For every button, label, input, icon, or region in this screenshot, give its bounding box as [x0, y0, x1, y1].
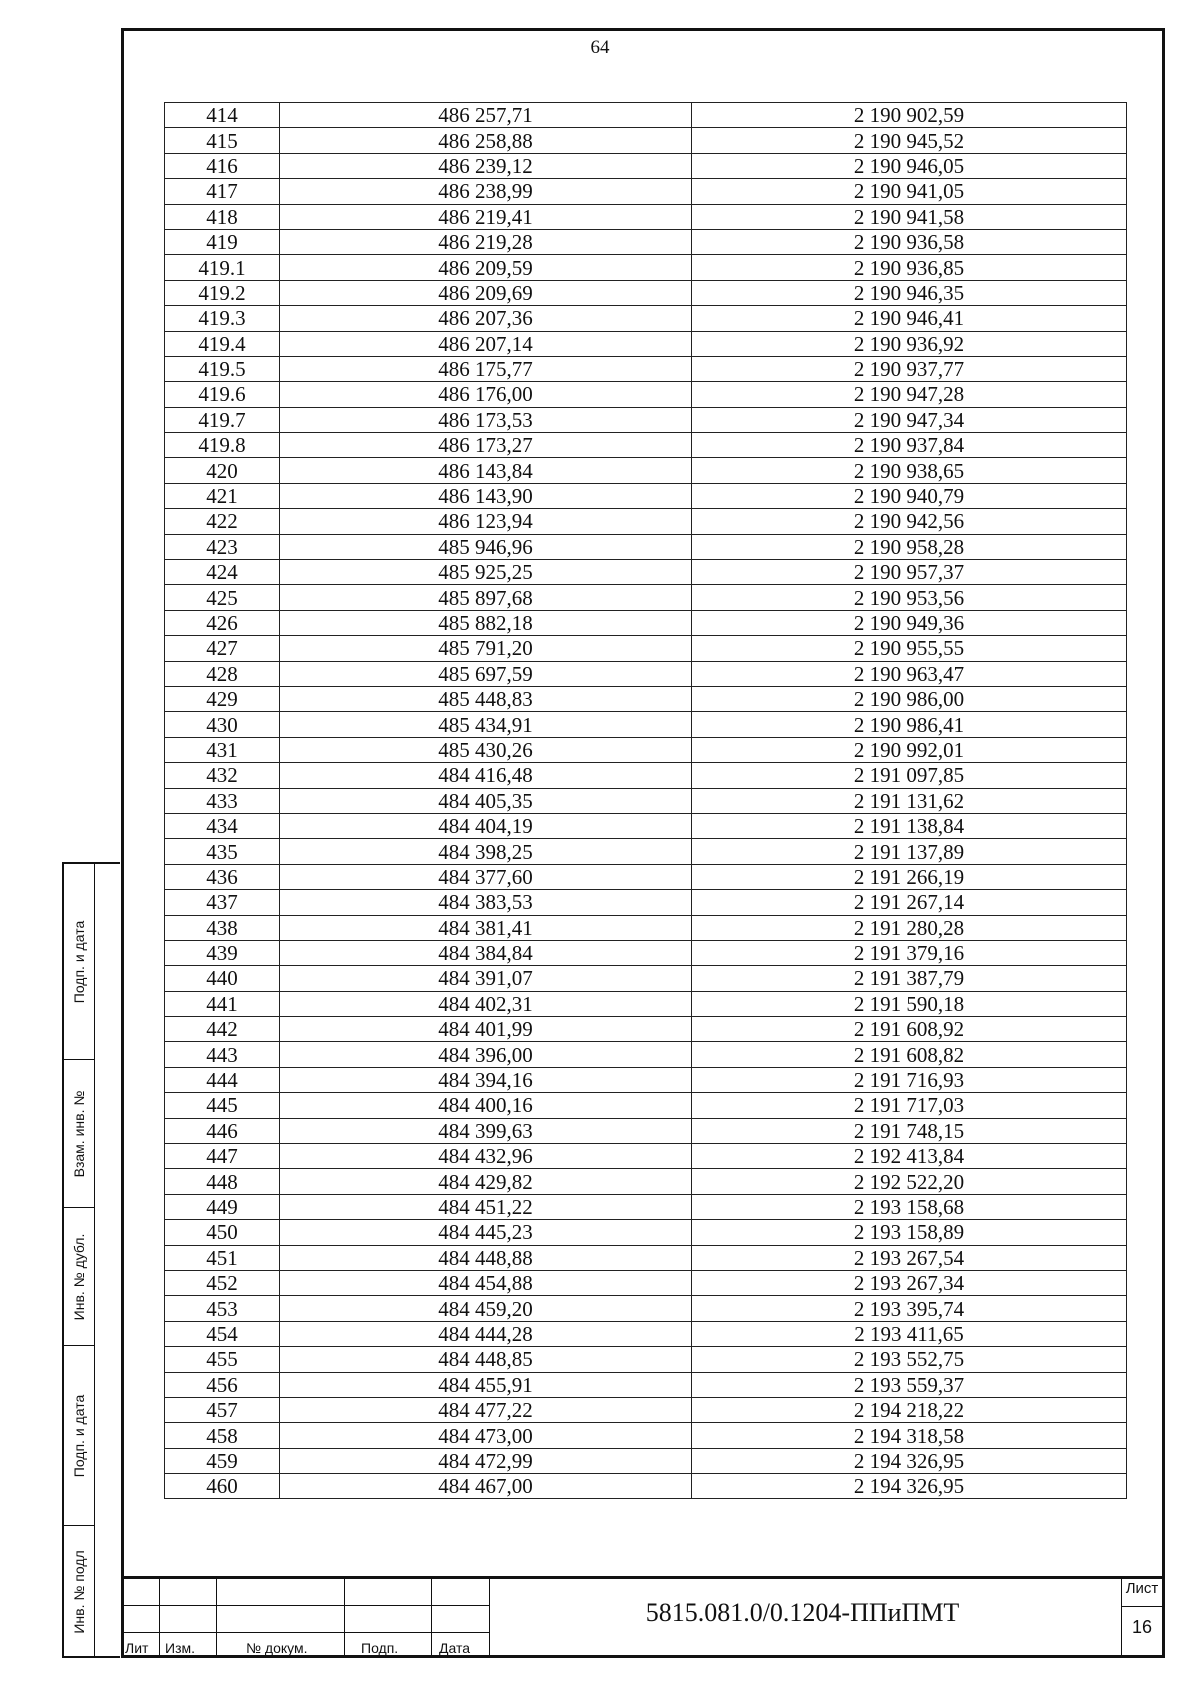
- table-row: [165, 483, 1127, 508]
- table-row: [165, 433, 1127, 458]
- table-row: [165, 940, 1127, 965]
- x-coordinate-cell: 486 175,77: [280, 356, 692, 381]
- y-coordinate-cell: 2 190 947,34: [692, 407, 1127, 432]
- y-coordinate-cell: 2 191 280,28: [692, 915, 1127, 940]
- stamp-change-label: Изм.: [165, 1640, 195, 1656]
- point-number-cell: 440: [165, 966, 280, 991]
- side-label-orig-inv: Инв. № подл: [71, 1550, 87, 1634]
- table-row: [165, 356, 1127, 381]
- y-coordinate-cell: 2 190 942,56: [692, 509, 1127, 534]
- table-row: [165, 763, 1127, 788]
- point-number-cell: 420: [165, 458, 280, 483]
- x-coordinate-cell: 484 394,16: [280, 1067, 692, 1092]
- y-coordinate-cell: 2 190 953,56: [692, 585, 1127, 610]
- point-number-cell: 431: [165, 737, 280, 762]
- x-coordinate-cell: 484 384,84: [280, 940, 692, 965]
- table-row: [165, 1321, 1127, 1346]
- x-coordinate-cell: 484 432,96: [280, 1144, 692, 1169]
- point-number-cell: 452: [165, 1270, 280, 1295]
- x-coordinate-cell: 484 401,99: [280, 1017, 692, 1042]
- x-coordinate-cell: 484 396,00: [280, 1042, 692, 1067]
- title-block-row-line: [1121, 1606, 1165, 1607]
- y-coordinate-cell: 2 192 413,84: [692, 1144, 1127, 1169]
- point-number-cell: 451: [165, 1245, 280, 1270]
- y-coordinate-cell: 2 190 992,01: [692, 737, 1127, 762]
- side-cell-orig-inv: [64, 1526, 94, 1658]
- point-number-cell: 442: [165, 1017, 280, 1042]
- table-row: [165, 737, 1127, 762]
- x-coordinate-cell: 485 697,59: [280, 661, 692, 686]
- x-coordinate-cell: 484 448,85: [280, 1347, 692, 1372]
- point-number-cell: 419: [165, 229, 280, 254]
- x-coordinate-cell: 486 207,14: [280, 331, 692, 356]
- table-row: [165, 1067, 1127, 1092]
- x-coordinate-cell: 485 434,91: [280, 712, 692, 737]
- x-coordinate-cell: 484 444,28: [280, 1321, 692, 1346]
- point-number-cell: 419.5: [165, 356, 280, 381]
- point-number-cell: 443: [165, 1042, 280, 1067]
- y-coordinate-cell: 2 190 949,36: [692, 610, 1127, 635]
- table-row: [165, 255, 1127, 280]
- x-coordinate-cell: 484 448,88: [280, 1245, 692, 1270]
- point-number-cell: 460: [165, 1474, 280, 1499]
- point-number-cell: 448: [165, 1169, 280, 1194]
- point-number-cell: 419.7: [165, 407, 280, 432]
- table-row: [165, 560, 1127, 585]
- x-coordinate-cell: 484 473,00: [280, 1423, 692, 1448]
- point-number-cell: 428: [165, 661, 280, 686]
- coordinates-table-body: [165, 103, 1127, 1499]
- x-coordinate-cell: 484 405,35: [280, 788, 692, 813]
- y-coordinate-cell: 2 193 267,54: [692, 1245, 1127, 1270]
- y-coordinate-cell: 2 194 318,58: [692, 1423, 1127, 1448]
- x-coordinate-cell: 486 258,88: [280, 128, 692, 153]
- y-coordinate-cell: 2 190 957,37: [692, 560, 1127, 585]
- x-coordinate-cell: 484 398,25: [280, 839, 692, 864]
- y-coordinate-cell: 2 190 986,41: [692, 712, 1127, 737]
- table-row: [165, 661, 1127, 686]
- table-row: [165, 1194, 1127, 1219]
- x-coordinate-cell: 484 404,19: [280, 813, 692, 838]
- table-row: [165, 636, 1127, 661]
- page-number: 64: [590, 37, 610, 58]
- side-stamp: [62, 862, 120, 1658]
- x-coordinate-cell: 484 472,99: [280, 1448, 692, 1473]
- table-row: [165, 585, 1127, 610]
- x-coordinate-cell: 484 451,22: [280, 1194, 692, 1219]
- y-coordinate-cell: 2 190 938,65: [692, 458, 1127, 483]
- point-number-cell: 418: [165, 204, 280, 229]
- y-coordinate-cell: 2 193 158,89: [692, 1220, 1127, 1245]
- point-number-cell: 419.4: [165, 331, 280, 356]
- x-coordinate-cell: 486 143,90: [280, 483, 692, 508]
- y-coordinate-cell: 2 191 267,14: [692, 890, 1127, 915]
- side-label-sign-date-1: Подп. и дата: [71, 920, 87, 1003]
- y-coordinate-cell: 2 191 266,19: [692, 864, 1127, 889]
- table-row: [165, 407, 1127, 432]
- y-coordinate-cell: 2 190 937,77: [692, 356, 1127, 381]
- stamp-sign-label: Подп.: [361, 1640, 399, 1656]
- point-number-cell: 417: [165, 179, 280, 204]
- x-coordinate-cell: 484 377,60: [280, 864, 692, 889]
- point-number-cell: 444: [165, 1067, 280, 1092]
- side-label-dup-inv: Инв. № дубл.: [71, 1233, 87, 1320]
- table-row: [165, 1448, 1127, 1473]
- y-coordinate-cell: 2 194 326,95: [692, 1448, 1127, 1473]
- x-coordinate-cell: 486 239,12: [280, 153, 692, 178]
- point-number-cell: 445: [165, 1093, 280, 1118]
- y-coordinate-cell: 2 191 379,16: [692, 940, 1127, 965]
- table-row: [165, 1245, 1127, 1270]
- x-coordinate-cell: 486 173,53: [280, 407, 692, 432]
- table-row: [165, 813, 1127, 838]
- y-coordinate-cell: 2 191 137,89: [692, 839, 1127, 864]
- x-coordinate-cell: 484 416,48: [280, 763, 692, 788]
- point-number-cell: 430: [165, 712, 280, 737]
- y-coordinate-cell: 2 191 717,03: [692, 1093, 1127, 1118]
- point-number-cell: 424: [165, 560, 280, 585]
- title-block-divider: [216, 1579, 217, 1658]
- x-coordinate-cell: 486 207,36: [280, 306, 692, 331]
- y-coordinate-cell: 2 193 559,37: [692, 1372, 1127, 1397]
- y-coordinate-cell: 2 190 936,85: [692, 255, 1127, 280]
- table-row: [165, 1347, 1127, 1372]
- point-number-cell: 434: [165, 813, 280, 838]
- y-coordinate-cell: 2 190 955,55: [692, 636, 1127, 661]
- point-number-cell: 432: [165, 763, 280, 788]
- table-row: [165, 509, 1127, 534]
- y-coordinate-cell: 2 191 716,93: [692, 1067, 1127, 1092]
- title-block-row-line: [121, 1632, 489, 1633]
- point-number-cell: 416: [165, 153, 280, 178]
- y-coordinate-cell: 2 190 946,41: [692, 306, 1127, 331]
- y-coordinate-cell: 2 190 946,35: [692, 280, 1127, 305]
- x-coordinate-cell: 484 399,63: [280, 1118, 692, 1143]
- point-number-cell: 423: [165, 534, 280, 559]
- y-coordinate-cell: 2 190 936,58: [692, 229, 1127, 254]
- table-row: [165, 179, 1127, 204]
- x-coordinate-cell: 486 219,28: [280, 229, 692, 254]
- point-number-cell: 458: [165, 1423, 280, 1448]
- table-row: [165, 991, 1127, 1016]
- x-coordinate-cell: 484 477,22: [280, 1397, 692, 1422]
- point-number-cell: 446: [165, 1118, 280, 1143]
- x-coordinate-cell: 484 391,07: [280, 966, 692, 991]
- x-coordinate-cell: 484 455,91: [280, 1372, 692, 1397]
- point-number-cell: 437: [165, 890, 280, 915]
- point-number-cell: 425: [165, 585, 280, 610]
- table-row: [165, 1423, 1127, 1448]
- x-coordinate-cell: 484 445,23: [280, 1220, 692, 1245]
- point-number-cell: 453: [165, 1296, 280, 1321]
- point-number-cell: 459: [165, 1448, 280, 1473]
- table-row: [165, 1372, 1127, 1397]
- document-code: 5815.081.0/0.1204-ППиПМТ: [645, 1598, 960, 1627]
- point-number-cell: 441: [165, 991, 280, 1016]
- y-coordinate-cell: 2 190 958,28: [692, 534, 1127, 559]
- side-cell-dup-inv: [64, 1208, 94, 1346]
- y-coordinate-cell: 2 194 326,95: [692, 1474, 1127, 1499]
- x-coordinate-cell: 486 209,69: [280, 280, 692, 305]
- point-number-cell: 433: [165, 788, 280, 813]
- title-block-divider: [344, 1579, 345, 1658]
- point-number-cell: 429: [165, 686, 280, 711]
- x-coordinate-cell: 485 882,18: [280, 610, 692, 635]
- table-row: [165, 1042, 1127, 1067]
- table-row: [165, 1397, 1127, 1422]
- table-row: [165, 534, 1127, 559]
- x-coordinate-cell: 484 383,53: [280, 890, 692, 915]
- point-number-cell: 419.8: [165, 433, 280, 458]
- table-row: [165, 915, 1127, 940]
- table-row: [165, 610, 1127, 635]
- point-number-cell: 435: [165, 839, 280, 864]
- point-number-cell: 414: [165, 103, 280, 128]
- point-number-cell: 426: [165, 610, 280, 635]
- point-number-cell: 415: [165, 128, 280, 153]
- x-coordinate-cell: 486 123,94: [280, 509, 692, 534]
- table-row: [165, 382, 1127, 407]
- table-row: [165, 966, 1127, 991]
- stamp-doc-no-label: № докум.: [246, 1640, 308, 1656]
- point-number-cell: 438: [165, 915, 280, 940]
- y-coordinate-cell: 2 193 411,65: [692, 1321, 1127, 1346]
- table-row: [165, 686, 1127, 711]
- x-coordinate-cell: 484 454,88: [280, 1270, 692, 1295]
- point-number-cell: 421: [165, 483, 280, 508]
- y-coordinate-cell: 2 191 748,15: [692, 1118, 1127, 1143]
- x-coordinate-cell: 486 176,00: [280, 382, 692, 407]
- y-coordinate-cell: 2 190 902,59: [692, 103, 1127, 128]
- side-cell-sign-date-1: [64, 864, 94, 1060]
- table-row: [165, 1270, 1127, 1295]
- y-coordinate-cell: 2 192 522,20: [692, 1169, 1127, 1194]
- y-coordinate-cell: 2 191 608,92: [692, 1017, 1127, 1042]
- point-number-cell: 456: [165, 1372, 280, 1397]
- point-number-cell: 450: [165, 1220, 280, 1245]
- coordinates-table: [164, 102, 1127, 1499]
- table-row: [165, 103, 1127, 128]
- y-coordinate-cell: 2 193 395,74: [692, 1296, 1127, 1321]
- table-row: [165, 1118, 1127, 1143]
- table-row: [165, 1296, 1127, 1321]
- table-row: [165, 331, 1127, 356]
- y-coordinate-cell: 2 191 590,18: [692, 991, 1127, 1016]
- y-coordinate-cell: 2 190 947,28: [692, 382, 1127, 407]
- x-coordinate-cell: 484 429,82: [280, 1169, 692, 1194]
- y-coordinate-cell: 2 190 986,00: [692, 686, 1127, 711]
- x-coordinate-cell: 486 219,41: [280, 204, 692, 229]
- x-coordinate-cell: 485 925,25: [280, 560, 692, 585]
- y-coordinate-cell: 2 190 946,05: [692, 153, 1127, 178]
- sheet-label: Лист: [1125, 1580, 1159, 1597]
- x-coordinate-cell: 484 381,41: [280, 915, 692, 940]
- x-coordinate-cell: 485 897,68: [280, 585, 692, 610]
- point-number-cell: 436: [165, 864, 280, 889]
- y-coordinate-cell: 2 191 608,82: [692, 1042, 1127, 1067]
- x-coordinate-cell: 484 402,31: [280, 991, 692, 1016]
- point-number-cell: 457: [165, 1397, 280, 1422]
- x-coordinate-cell: 484 467,00: [280, 1474, 692, 1499]
- y-coordinate-cell: 2 190 941,58: [692, 204, 1127, 229]
- y-coordinate-cell: 2 193 267,34: [692, 1270, 1127, 1295]
- table-row: [165, 128, 1127, 153]
- y-coordinate-cell: 2 191 097,85: [692, 763, 1127, 788]
- x-coordinate-cell: 484 459,20: [280, 1296, 692, 1321]
- table-row: [165, 458, 1127, 483]
- table-row: [165, 1169, 1127, 1194]
- y-coordinate-cell: 2 194 218,22: [692, 1397, 1127, 1422]
- x-coordinate-cell: 486 238,99: [280, 179, 692, 204]
- side-label-replace-inv: Взам. инв. №: [71, 1090, 87, 1177]
- table-row: [165, 1474, 1127, 1499]
- table-row: [165, 1220, 1127, 1245]
- table-row: [165, 839, 1127, 864]
- point-number-cell: 449: [165, 1194, 280, 1219]
- table-row: [165, 864, 1127, 889]
- x-coordinate-cell: 486 173,27: [280, 433, 692, 458]
- point-number-cell: 422: [165, 509, 280, 534]
- y-coordinate-cell: 2 190 937,84: [692, 433, 1127, 458]
- y-coordinate-cell: 2 193 552,75: [692, 1347, 1127, 1372]
- table-row: [165, 712, 1127, 737]
- y-coordinate-cell: 2 190 945,52: [692, 128, 1127, 153]
- y-coordinate-cell: 2 191 387,79: [692, 966, 1127, 991]
- y-coordinate-cell: 2 190 936,92: [692, 331, 1127, 356]
- side-label-sign-date-2: Подп. и дата: [71, 1394, 87, 1477]
- point-number-cell: 419.3: [165, 306, 280, 331]
- point-number-cell: 439: [165, 940, 280, 965]
- table-row: [165, 890, 1127, 915]
- x-coordinate-cell: 486 143,84: [280, 458, 692, 483]
- title-block-row-line: [121, 1605, 489, 1606]
- title-block-divider: [159, 1579, 160, 1658]
- y-coordinate-cell: 2 190 941,05: [692, 179, 1127, 204]
- point-number-cell: 455: [165, 1347, 280, 1372]
- x-coordinate-cell: 486 209,59: [280, 255, 692, 280]
- y-coordinate-cell: 2 191 138,84: [692, 813, 1127, 838]
- sheet-number: 16: [1131, 1617, 1153, 1637]
- table-row: [165, 788, 1127, 813]
- title-block-divider: [431, 1579, 432, 1658]
- stamp-date-label: Дата: [439, 1640, 471, 1656]
- y-coordinate-cell: 2 193 158,68: [692, 1194, 1127, 1219]
- table-row: [165, 1017, 1127, 1042]
- point-number-cell: 427: [165, 636, 280, 661]
- table-row: [165, 306, 1127, 331]
- x-coordinate-cell: 485 791,20: [280, 636, 692, 661]
- table-row: [165, 280, 1127, 305]
- x-coordinate-cell: 486 257,71: [280, 103, 692, 128]
- side-cell-replace-inv: [64, 1060, 94, 1208]
- side-cell-sign-date-2: [64, 1346, 94, 1526]
- point-number-cell: 419.2: [165, 280, 280, 305]
- x-coordinate-cell: 484 400,16: [280, 1093, 692, 1118]
- stamp-lit-label: Лит: [125, 1640, 149, 1656]
- table-row: [165, 204, 1127, 229]
- x-coordinate-cell: 485 430,26: [280, 737, 692, 762]
- x-coordinate-cell: 485 448,83: [280, 686, 692, 711]
- y-coordinate-cell: 2 190 963,47: [692, 661, 1127, 686]
- point-number-cell: 419.6: [165, 382, 280, 407]
- y-coordinate-cell: 2 190 940,79: [692, 483, 1127, 508]
- table-row: [165, 229, 1127, 254]
- point-number-cell: 447: [165, 1144, 280, 1169]
- point-number-cell: 419.1: [165, 255, 280, 280]
- point-number-cell: 454: [165, 1321, 280, 1346]
- table-row: [165, 1093, 1127, 1118]
- y-coordinate-cell: 2 191 131,62: [692, 788, 1127, 813]
- table-row: [165, 153, 1127, 178]
- x-coordinate-cell: 485 946,96: [280, 534, 692, 559]
- table-row: [165, 1144, 1127, 1169]
